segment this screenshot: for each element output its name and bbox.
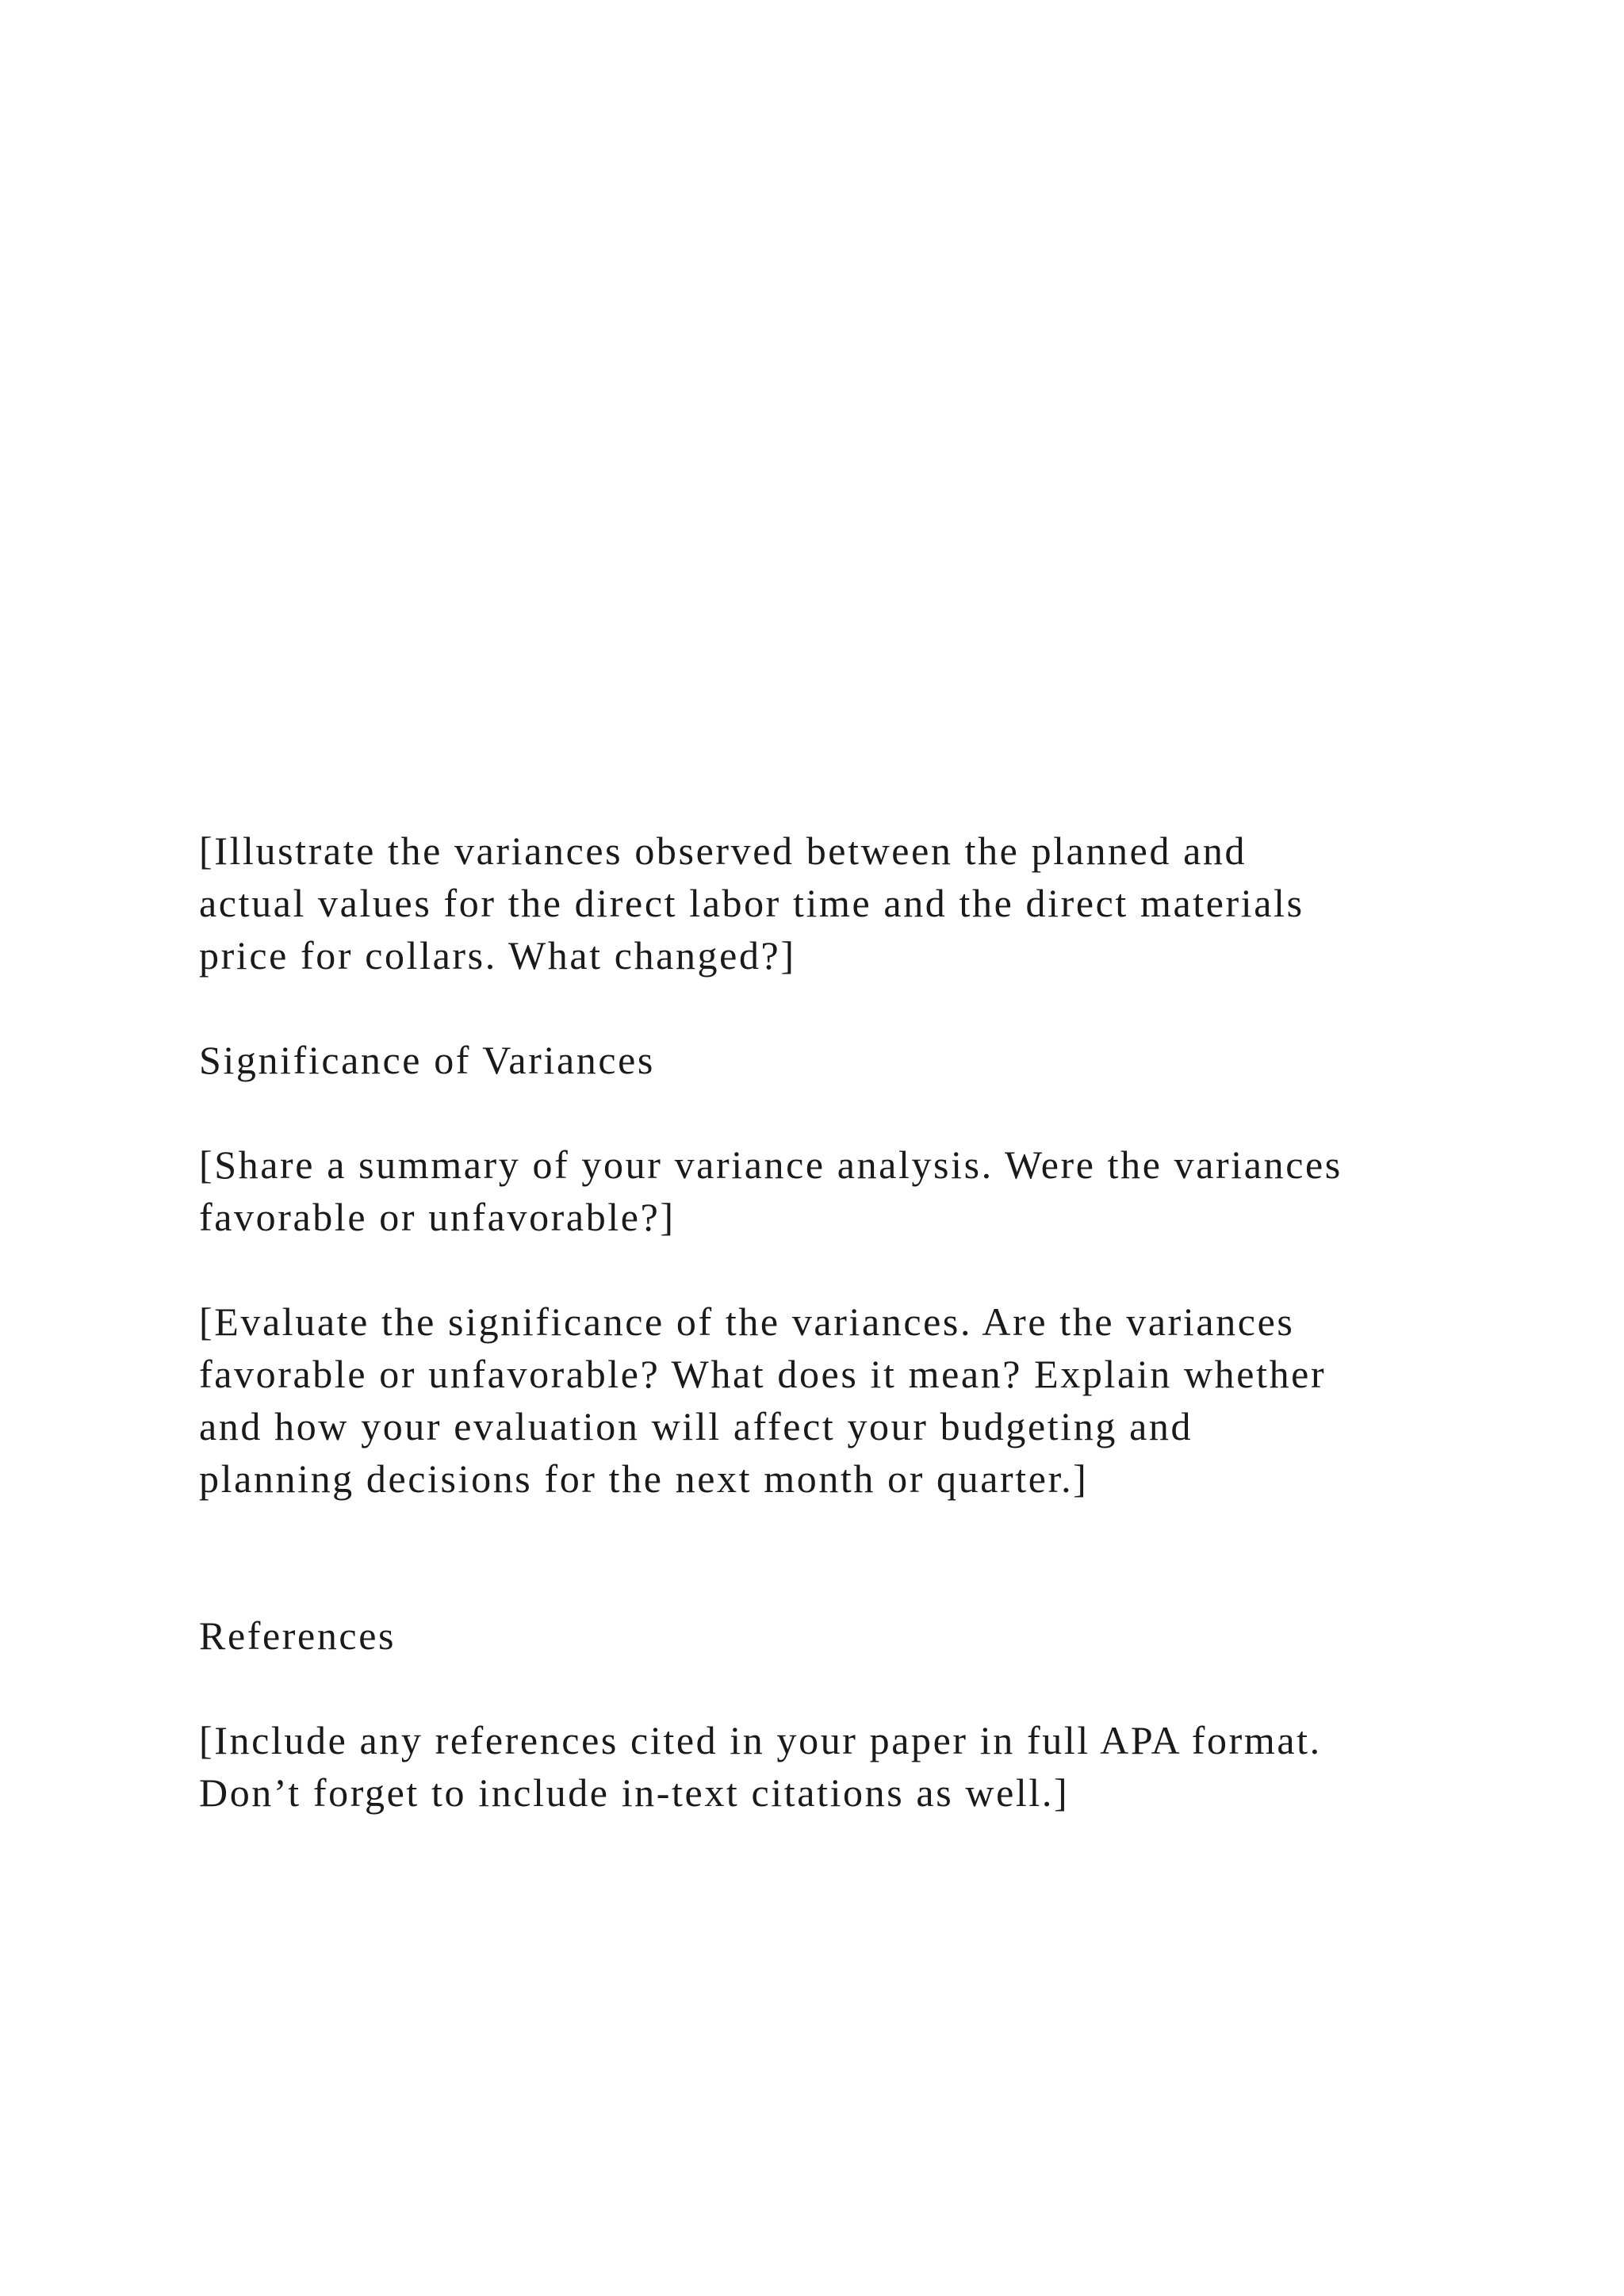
text-line: planning decisions for the next month or quarter.]	[199, 1456, 1089, 1501]
text-line: favorable or unfavorable?]	[199, 1195, 676, 1239]
paragraph-spacer	[199, 1505, 1547, 1609]
text-line: price for collars. What changed?]	[199, 933, 796, 978]
paragraph-spacer	[199, 1662, 1547, 1714]
text-line: favorable or unfavorable? What does it mean? Explain whether	[199, 1352, 1327, 1396]
paragraph-illustrate-variances	[199, 825, 1547, 982]
paragraph-spacer	[199, 982, 1547, 1034]
paragraph-include-references	[199, 1714, 1547, 1819]
document-body	[199, 825, 1547, 1819]
text-line: [Share a summary of your variance analysis. Were the variances	[199, 1142, 1342, 1187]
paragraph-evaluate-significance	[199, 1295, 1547, 1505]
heading-references: References	[199, 1613, 396, 1658]
text-line: Don’t forget to include in-text citations as well.]	[199, 1770, 1070, 1815]
text-line: [Include any references cited in your paper in full APA format.	[199, 1718, 1322, 1762]
text-line: [Illustrate the variances observed between the planned and	[199, 828, 1247, 873]
text-line: [Evaluate the significance of the variances. Are the variances	[199, 1299, 1295, 1344]
heading-significance-of-variances: Significance of Variances	[199, 1038, 655, 1082]
paragraph-share-summary	[199, 1138, 1547, 1243]
text-line: actual values for the direct labor time and the direct materials	[199, 881, 1304, 925]
paragraph-spacer	[199, 1086, 1547, 1138]
paragraph-spacer	[199, 1243, 1547, 1295]
text-line: and how your evaluation will affect your budgeting and	[199, 1404, 1193, 1448]
